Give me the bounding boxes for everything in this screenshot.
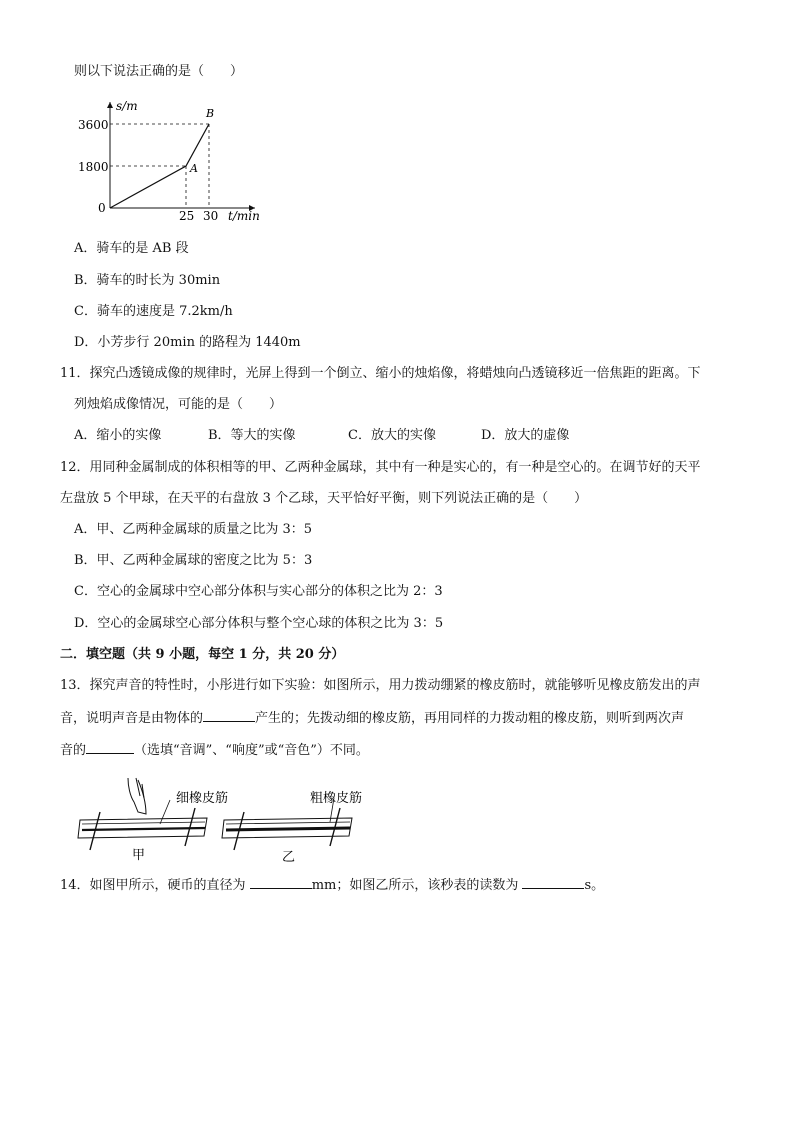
q11-option-d: D．放大的虚像 [481,428,570,443]
y-tick-1800: 1800 [78,160,109,174]
q11-option-a: A．缩小的实像 [74,428,162,443]
q12-line1: 12．用同种金属制成的体积相等的甲、乙两种金属球，其中有一种是实心的，有一种是空心的。在调节好的天平 [60,460,701,475]
caption-yi: 乙 [282,850,296,864]
thin-band-label: 细橡皮筋 [176,791,229,806]
q12-option-c: C．空心的金属球中空心部分体积与实心部分的体积之比为 2：3 [74,584,443,599]
section-title: 二．填空题（共 9 小题，每空 1 分，共 20 分） [60,647,345,662]
x-tick-25: 25 [179,209,195,223]
point-a-label: A [190,162,198,175]
y-tick-0: 0 [98,201,106,215]
q13-line2-part2: 产生的；先拨动细的橡皮筋，再用同样的力拨动粗的橡皮筋，则听到两次声 [255,711,685,726]
x-tick-30: 30 [203,209,219,223]
q13-line3-part2: （选填“音调”、“响度”或“音色”）不同。 [134,743,369,758]
q11-line1: 11．探究凸透镜成像的规律时，光屏上得到一个倒立、缩小的烛焰像，将蜡烛向凸透镜移近一倍焦距的距离。下 [60,366,701,381]
q14-part1: 14．如图甲所示，硬币的直径为 [60,878,246,893]
q10-option-a: A．骑车的是 AB 段 [74,241,189,256]
answer-blank-2[interactable] [86,740,134,754]
q12-option-a: A．甲、乙两种金属球的质量之比为 3：5 [74,522,313,537]
answer-blank-4[interactable] [522,875,584,889]
q14-part2: mm；如图乙所示，该秒表的读数为 [311,878,519,893]
point-b-label: B [206,107,215,120]
q10-option-d: D．小芳步行 20min 的路程为 1440m [74,335,301,350]
q12-line2: 左盘放 5 个甲球，在天平的右盘放 3 个乙球，天平恰好平衡，则下列说法正确的是（ ） [60,491,588,506]
st-graph [70,96,270,226]
left-board [78,778,207,850]
q11-options [74,427,569,445]
q10-option-b: B．骑车的时长为 30min [74,273,221,288]
q11-line2: 列烛焰成像情况，可能的是（ ） [74,397,283,412]
q10-stem-tail: 则以下说法正确的是（ ） [74,64,244,79]
q13-line2-part1: 音，说明声音是由物体的 [60,711,204,726]
answer-blank-1[interactable] [203,708,255,722]
q13-line1: 13．探究声音的特性时，小彤进行如下实验：如图所示，用力拨动绷紧的橡皮筋时，就能够听见橡皮筋发出的声 [60,678,701,693]
q11-option-c: C．放大的实像 [348,428,436,443]
thick-band-label: 粗橡皮筋 [310,791,363,806]
q14-part3: s。 [584,878,605,893]
q12-option-b: B．甲、乙两种金属球的密度之比为 5：3 [74,553,313,568]
rubber-band-figure [72,772,372,864]
answer-blank-3[interactable] [250,875,312,889]
q13-line3 [60,740,369,760]
x-axis-label: t/min [228,209,260,223]
q13-line2 [60,708,684,728]
caption-jia: 甲 [132,848,146,863]
q10-option-c: C．骑车的速度是 7.2km/h [74,304,233,319]
q13-line3-part1: 音的 [60,743,87,758]
q14-line [60,875,604,895]
q12-option-d: D．空心的金属球空心部分体积与整个空心球的体积之比为 3：5 [74,616,444,631]
y-tick-3600: 3600 [78,118,109,132]
y-axis-label: s/m [116,99,138,113]
q11-option-b: B．等大的实像 [208,428,296,443]
